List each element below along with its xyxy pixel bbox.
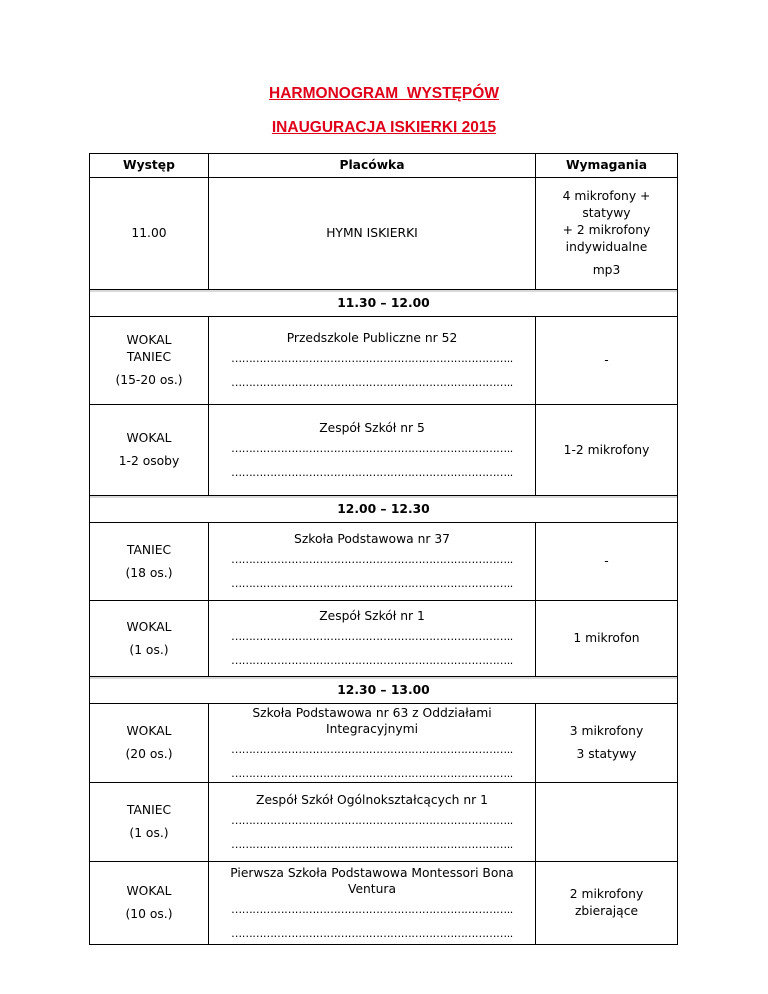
- table-row: [90, 523, 678, 601]
- time-slot-label: 12.30 – 13.00: [90, 677, 678, 704]
- header-requirements: Wymagania: [536, 154, 678, 178]
- time-slot-row: [90, 496, 678, 523]
- institution: Zespół Szkół nr 5 …………………………………………………………………….. ……………………………………………………………………..: [209, 405, 536, 496]
- table-row: [90, 862, 678, 945]
- table-row: [90, 317, 678, 405]
- institution: Szkoła Podstawowa nr 63 z Oddziałami Integracyjnymi …………………………………………………………………….. ……………………………………………………………………..: [209, 704, 536, 783]
- requirements: -: [536, 317, 678, 405]
- header-performance: Występ: [90, 154, 209, 178]
- dotted-line: ……………………………………………………………………..: [231, 902, 513, 916]
- table-row: [90, 405, 678, 496]
- time-slot-row: [90, 677, 678, 704]
- dotted-line: ……………………………………………………………………..: [231, 654, 513, 667]
- performance-type: WOKAL (1 os.): [90, 601, 209, 677]
- institution: Przedszkole Publiczne nr 52 …………………………………………………………………….. ……………………………………………………………………..: [209, 317, 536, 405]
- document-subtitle: INAUGURACJA ISKIERKI 2015: [271, 119, 497, 136]
- requirements: 3 mikrofony 3 statywy: [536, 704, 678, 783]
- dotted-line: ……………………………………………………………………..: [231, 352, 513, 365]
- table-row-hymn: [90, 178, 678, 290]
- performance-type: TANIEC (18 os.): [90, 523, 209, 601]
- header-institution: Placówka: [209, 154, 536, 178]
- performance-type: WOKAL (10 os.): [90, 862, 209, 945]
- hymn-time: 11.00: [90, 178, 209, 290]
- dotted-line: ……………………………………………………………………..: [231, 441, 513, 455]
- dotted-line: ……………………………………………………………………..: [231, 630, 513, 643]
- performance-type: WOKAL (20 os.): [90, 704, 209, 783]
- document-title: HARMONOGRAM WYSTĘPÓW: [269, 85, 499, 102]
- requirements: 1 mikrofon: [536, 601, 678, 677]
- requirements: [536, 783, 678, 862]
- req-line: indywidualne: [565, 240, 648, 254]
- institution: Zespół Szkół nr 1 …………………………………………………………………….. ……………………………………………………………………..: [209, 601, 536, 677]
- req-line: 4 mikrofony +: [562, 189, 651, 203]
- dotted-line: ……………………………………………………………………..: [231, 813, 513, 827]
- performance-type: TANIEC (1 os.): [90, 783, 209, 862]
- time-slot-label: 12.00 – 12.30: [90, 496, 678, 523]
- performance-type: WOKAL TANIEC (15-20 os.): [90, 317, 209, 405]
- schedule-table: [89, 153, 678, 945]
- requirements: 2 mikrofony zbierające: [536, 862, 678, 945]
- time-slot-label: 11.30 – 12.00: [90, 290, 678, 317]
- dotted-line: ……………………………………………………………………..: [231, 837, 513, 851]
- req-line: + 2 mikrofony: [562, 223, 651, 237]
- institution: Pierwsza Szkoła Podstawowa Montessori Bona Ventura …………………………………………………………………….. ……………………………………………………………………..: [209, 862, 536, 945]
- dotted-line: ……………………………………………………………………..: [231, 766, 513, 780]
- hymn-name: HYMN ISKIERKI: [209, 178, 536, 290]
- requirements: 1-2 mikrofony: [536, 405, 678, 496]
- table-row: [90, 783, 678, 862]
- req-line: mp3: [592, 263, 621, 277]
- dotted-line: ……………………………………………………………………..: [231, 376, 513, 389]
- dotted-line: ……………………………………………………………………..: [231, 926, 513, 940]
- dotted-line: ……………………………………………………………………..: [231, 742, 513, 756]
- performance-type: WOKAL 1-2 osoby: [90, 405, 209, 496]
- dotted-line: ……………………………………………………………………..: [231, 553, 513, 566]
- institution: Zespół Szkół Ogólnokształcących nr 1 …………………………………………………………………….. ……………………………………………………………………..: [209, 783, 536, 862]
- time-slot-row: [90, 290, 678, 317]
- table-header-row: [90, 154, 678, 178]
- dotted-line: ……………………………………………………………………..: [231, 577, 513, 590]
- req-line: statywy: [582, 206, 631, 220]
- hymn-requirements: [536, 178, 678, 290]
- requirements: -: [536, 523, 678, 601]
- table-row: [90, 704, 678, 783]
- table-row: [90, 601, 678, 677]
- institution: Szkoła Podstawowa nr 37 …………………………………………………………………….. ……………………………………………………………………..: [209, 523, 536, 601]
- dotted-line: ……………………………………………………………………..: [231, 465, 513, 479]
